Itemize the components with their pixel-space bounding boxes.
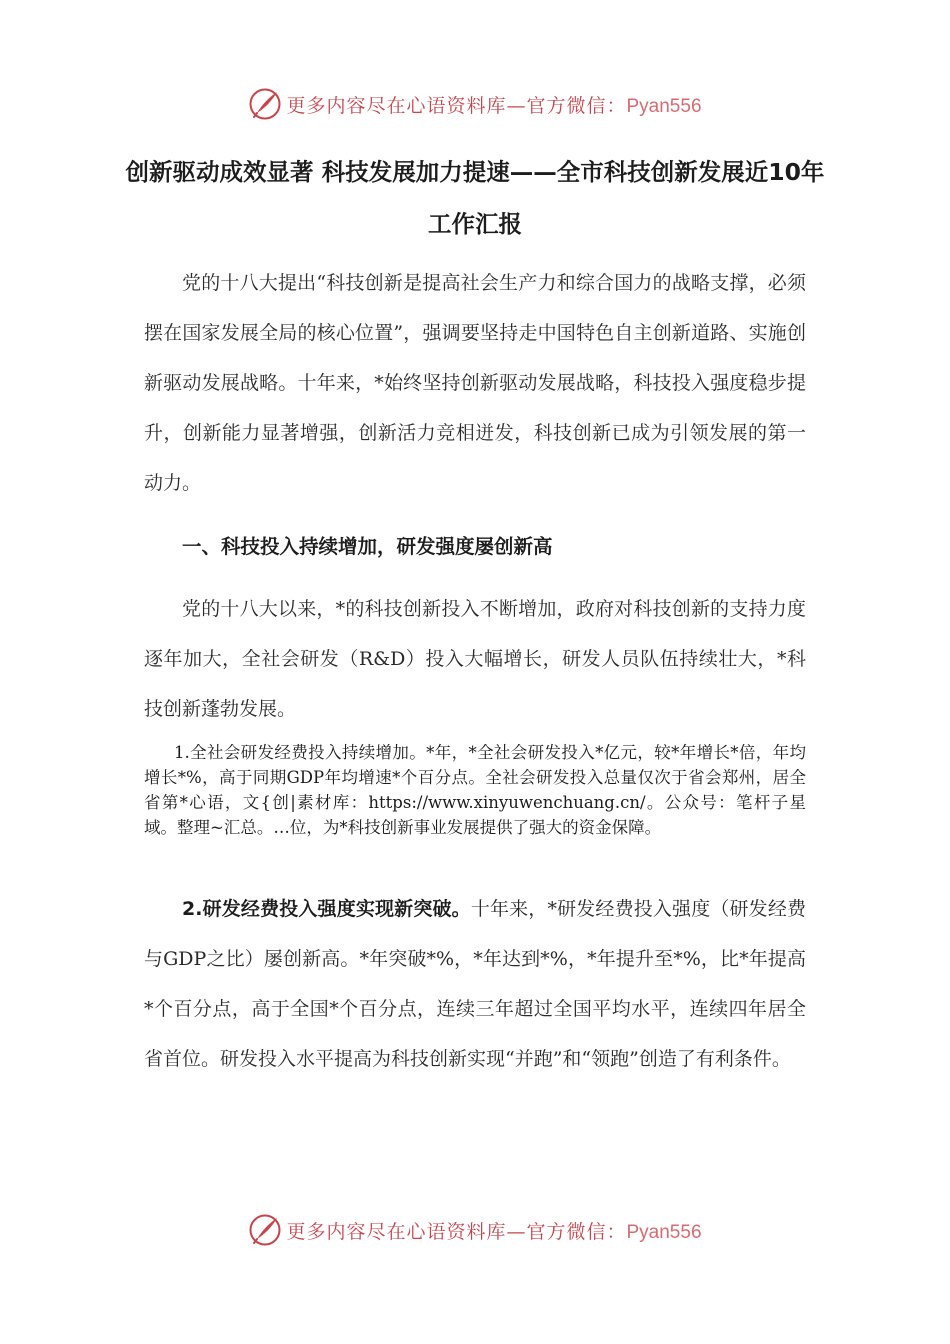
quill-pen-logo-icon [248,1213,282,1247]
item-2-body: 十年来，*研发经费投入强度（研发经费与GDP之比）屡创新高。*年突破*%，*年达到*%，*年提升至*%，比*年提高*个百分点，高于全国*个百分点，连续三年超过全国平均水平，连续四年居全省首位。研发投入水平提高为科技创新实现“并跑”和“领跑”创造了有利条件。 [144,898,806,1070]
item-2-paragraph [144,884,806,1084]
section-paragraph: 党的十八大以来，*的科技创新投入不断增加，政府对科技创新的支持力度逐年加大，全社会研发（R&D）投入大幅增长，研发人员队伍持续壮大，*科技创新蓬勃发展。 [144,598,806,720]
intro-paragraph: 党的十八大提出“科技创新是提高社会生产力和综合国力的战略支撑，必须摆在国家发展全局的核心位置”，强调要坚持走中国特色自主创新道路、实施创新驱动发展战略。十年来，*始终坚持创新驱动发展战略，科技投入强度稳步提升，创新能力显著增强，创新活力竞相迸发，科技创新已成为引领发展的第一动力。 [144,272,806,494]
document-title: 创新驱动成效显著 科技发展加力提速——全市科技创新发展近10年工作汇报 [125,158,825,238]
footer-watermark [0,1208,950,1252]
item-2-lead: 2.研发经费投入强度实现新突破。 [182,898,471,920]
watermark-handle: Pyan556 [626,1221,702,1243]
header-watermark [0,82,950,126]
watermark-text: 更多内容尽在心语资料库—官方微信：Pyan556 [286,94,702,117]
section-heading: 一、科技投入持续增加，研发强度屡创新高 [182,535,553,558]
item-1-paragraph: 1.全社会研发经费投入持续增加。*年，*全社会研发投入*亿元，较*年增长*倍，年均增长*%，高于同期GDP年均增速*个百分点。全社会研发投入总量仅次于省会郑州，居全省第*心语，文{创|素材库：https://www.xinyuwenchuang.cn/。公众号：笔杆子星域。整理~汇总。…位，为*科技创新事业发展提供了强大的资金保障。 [144,743,806,837]
quill-pen-logo-icon [248,87,282,121]
watermark-text: 更多内容尽在心语资料库—官方微信：Pyan556 [286,1220,702,1243]
watermark-handle: Pyan556 [626,95,702,117]
